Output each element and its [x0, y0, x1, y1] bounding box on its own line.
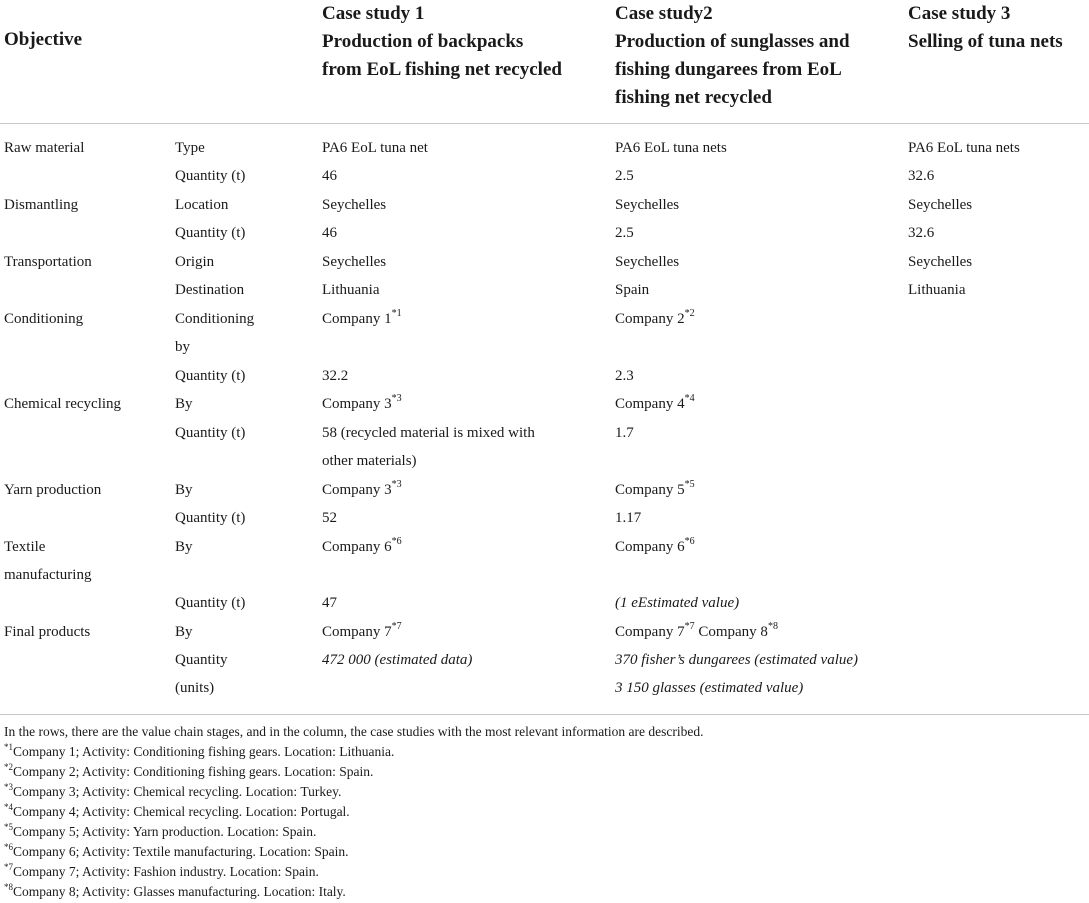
stage-label: Transportation	[4, 254, 92, 270]
cell-case2: Spain	[615, 282, 650, 298]
cell-case1: PA6 EoL tuna net	[322, 140, 428, 156]
cell-case2: Company 5$^{*5}$	[615, 479, 695, 498]
stage-label: Raw material	[4, 140, 85, 156]
footnote-marker: *8	[767, 621, 778, 632]
footnote: $^{*8}$Company 8; Activity: Glasses manufacturing. Location: Italy.	[4, 881, 346, 899]
cell-case2: 370 fisher’s dungarees (estimated value) 3 150 glasses (estimated value)	[615, 652, 859, 696]
cell-case2: Company 4$^{*4}$	[615, 393, 695, 412]
cell-case3: Lithuania	[908, 282, 966, 298]
cell-case2: Company 6$^{*6}$	[615, 536, 695, 555]
stage-label: Yarn production	[4, 482, 102, 498]
cell-case1: Company 7$^{*7}$	[322, 621, 402, 640]
cell-case2: Seychelles	[615, 254, 680, 270]
stage-label: Conditioning	[4, 311, 84, 327]
cell-case2: 2.5	[615, 168, 634, 184]
footnote-marker: *6	[684, 536, 695, 547]
cell-case1: Company 6$^{*6}$	[322, 536, 402, 555]
header-case-study-1: Case study 1 Production of backpacks from EoL fishing net recycled	[322, 3, 562, 80]
param-label: Quantity (units)	[175, 652, 228, 696]
cell-case1: 47	[322, 595, 337, 611]
param-label: By	[175, 624, 193, 640]
cell-case2: PA6 EoL tuna nets	[615, 140, 727, 156]
footnote: $^{*6}$Company 6; Activity: Textile manufacturing. Location: Spain.	[4, 841, 349, 859]
param-label: Origin	[175, 254, 215, 270]
cell-case3: 32.6	[908, 168, 935, 184]
header-divider	[0, 123, 1089, 124]
footnote: $^{*2}$Company 2; Activity: Conditioning fishing gears. Location: Spain.	[4, 761, 374, 779]
header-objective: Objective	[4, 29, 83, 50]
cell-case1: 58 (recycled material is mixed with other materials)	[322, 425, 535, 469]
cell-case1: Company 1$^{*1}$	[322, 308, 402, 327]
cell-case2: Company 2$^{*2}$	[615, 308, 695, 327]
cell-case3: PA6 EoL tuna nets	[908, 140, 1020, 156]
cell-case1: Seychelles	[322, 197, 387, 213]
stage-label: Chemical recycling	[4, 396, 122, 412]
footnote-marker: *4	[684, 393, 695, 404]
footnote: $^{*3}$Company 3; Activity: Chemical recycling. Location: Turkey.	[4, 781, 342, 799]
cell-case3: 32.6	[908, 225, 935, 241]
stage-label: Textile manufacturing	[4, 539, 92, 583]
param-label: Quantity (t)	[175, 595, 246, 611]
param-label: Location	[175, 197, 229, 213]
cell-case1: Seychelles	[322, 254, 387, 270]
cell-case2: Seychelles	[615, 197, 680, 213]
param-label: By	[175, 482, 193, 498]
cell-case2: (1 eEstimated value)	[615, 595, 740, 611]
cell-case3: Seychelles	[908, 197, 973, 213]
stage-label: Final products	[4, 624, 91, 640]
param-label: Quantity (t)	[175, 510, 246, 526]
footnote-marker: *7	[684, 621, 695, 632]
param-label: By	[175, 539, 193, 555]
cell-case1: 46	[322, 225, 337, 241]
header-case-study-2: Case study2 Production of sunglasses and fishing dungarees from EoL fishing net recycled	[615, 3, 850, 108]
footnote-marker: *5	[684, 479, 695, 490]
cell-case3: Seychelles	[908, 254, 973, 270]
param-label: By	[175, 396, 193, 412]
footnote: $^{*1}$Company 1; Activity: Conditioning fishing gears. Location: Lithuania.	[4, 741, 395, 759]
cell-case1: Company 3$^{*3}$	[322, 393, 402, 412]
param-label: Conditioning by	[175, 311, 255, 355]
footnote-marker: *2	[684, 308, 695, 319]
footnote-marker: *3	[391, 393, 402, 404]
param-label: Quantity (t)	[175, 225, 246, 241]
footnote-marker: *1	[391, 308, 402, 319]
cell-case1: 472 000 (estimated data)	[322, 652, 473, 668]
param-label: Type	[175, 140, 205, 156]
param-label: Destination	[175, 282, 245, 298]
footnote-marker: *6	[391, 536, 402, 547]
param-label: Quantity (t)	[175, 368, 246, 384]
cell-case2: 1.17	[615, 510, 642, 526]
footer-divider	[0, 714, 1089, 715]
cell-case1: 52	[322, 510, 337, 526]
cell-case2: 2.3	[615, 368, 634, 384]
footnote: $^{*5}$Company 5; Activity: Yarn production. Location: Spain.	[4, 821, 317, 839]
header-case-study-3: Case study 3 Selling of tuna nets	[908, 3, 1063, 52]
cell-case2: 2.5	[615, 225, 634, 241]
cell-case1: Lithuania	[322, 282, 380, 298]
param-label: Quantity (t)	[175, 168, 246, 184]
param-label: Quantity (t)	[175, 425, 246, 441]
cell-case1: 46	[322, 168, 337, 184]
stage-label: Dismantling	[4, 197, 79, 213]
cell-case1: Company 3$^{*3}$	[322, 479, 402, 498]
footnote-marker: *3	[391, 479, 402, 490]
footnote: $^{*4}$Company 4; Activity: Chemical recycling. Location: Portugal.	[4, 801, 350, 819]
footnote-marker: *7	[391, 621, 402, 632]
cell-case1: 32.2	[322, 368, 349, 384]
footnote: $^{*7}$Company 7; Activity: Fashion industry. Location: Spain.	[4, 861, 319, 879]
table-caption-note: In the rows, there are the value chain stages, and in the column, the case studies with the most relevant information are described.	[4, 724, 704, 739]
cell-case2: Company 7$^{*7}$ Company 8$^{*8}$	[615, 621, 778, 640]
cell-case2: 1.7	[615, 425, 634, 441]
